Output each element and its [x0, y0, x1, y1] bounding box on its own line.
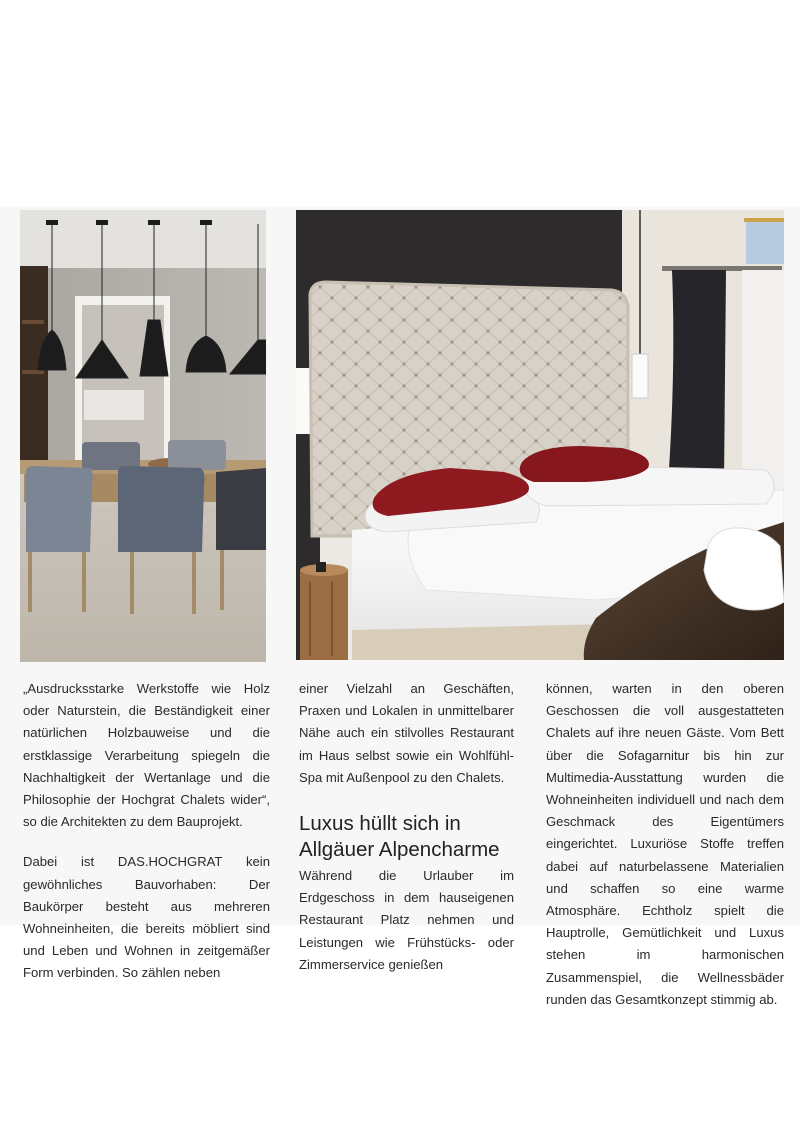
paragraph: Dabei ist DAS.HOCHGRAT kein gewöhnliches Bauvorhaben: Der Baukörper besteht aus mehreren Wohneinheiten, die bereits möbliert sind und Leben und Wohnen in zeitgemäßer Form verbinden. So zählen neben — [23, 854, 270, 981]
paragraph: „Ausdrucksstarke Werkstoffe wie Holz oder Naturstein, die Beständigkeit einer natürlichen Holzbauweise und die erstklassige Verarbeitung spiegeln die Nachhaltigkeit der Wertanlage und die Philosophie der Hochgrat Chalets wider“, so die Architekten zu dem Bauprojekt. — [23, 681, 270, 830]
bedroom-illustration — [296, 210, 784, 660]
section-heading: Luxus hüllt sich in Allgäuer Alpencharme — [299, 812, 500, 862]
dining-room-photo — [20, 210, 266, 662]
text-column-1 — [23, 678, 270, 985]
paragraph: können, warten in den oberen Geschossen die voll ausgestatteten Chalets auf ihre neuen Gäste. Vom Bett über die Sofagarnitur bis hin zur Multimedia-Ausstattung wurden die Wohneinheiten individuell und nach dem Geschmack des Eigentümers eingerichtet. Luxuriöse Stoffe treffen dabei auf naturbelassene Materialien und schaffen so eine warme Atmosphäre. Echtholz spielt die Hauptrolle, Gemütlichkeit und Luxus stehen im harmonischen Zusammenspiel, die Wellnessbäder runden das Gesamtkonzept stimmig ab. — [546, 681, 784, 1007]
text-column-2 — [299, 678, 514, 976]
text-column-3 — [546, 678, 784, 1011]
bedroom-photo — [296, 210, 784, 660]
paragraph: einer Vielzahl an Geschäften, Praxen und Lokalen in unmittelbarer Nähe auch ein stilvolles Restaurant im Haus selbst sowie ein Wohlfühl-Spa mit Außenpool zu den Chalets. — [299, 681, 514, 785]
paragraph: Während die Urlauber im Erdgeschoss in dem hauseigenen Restaurant Platz nehmen und Leistungen wie Frühstücks- oder Zimmerservice genießen — [299, 868, 514, 972]
dining-room-illustration — [20, 210, 266, 662]
